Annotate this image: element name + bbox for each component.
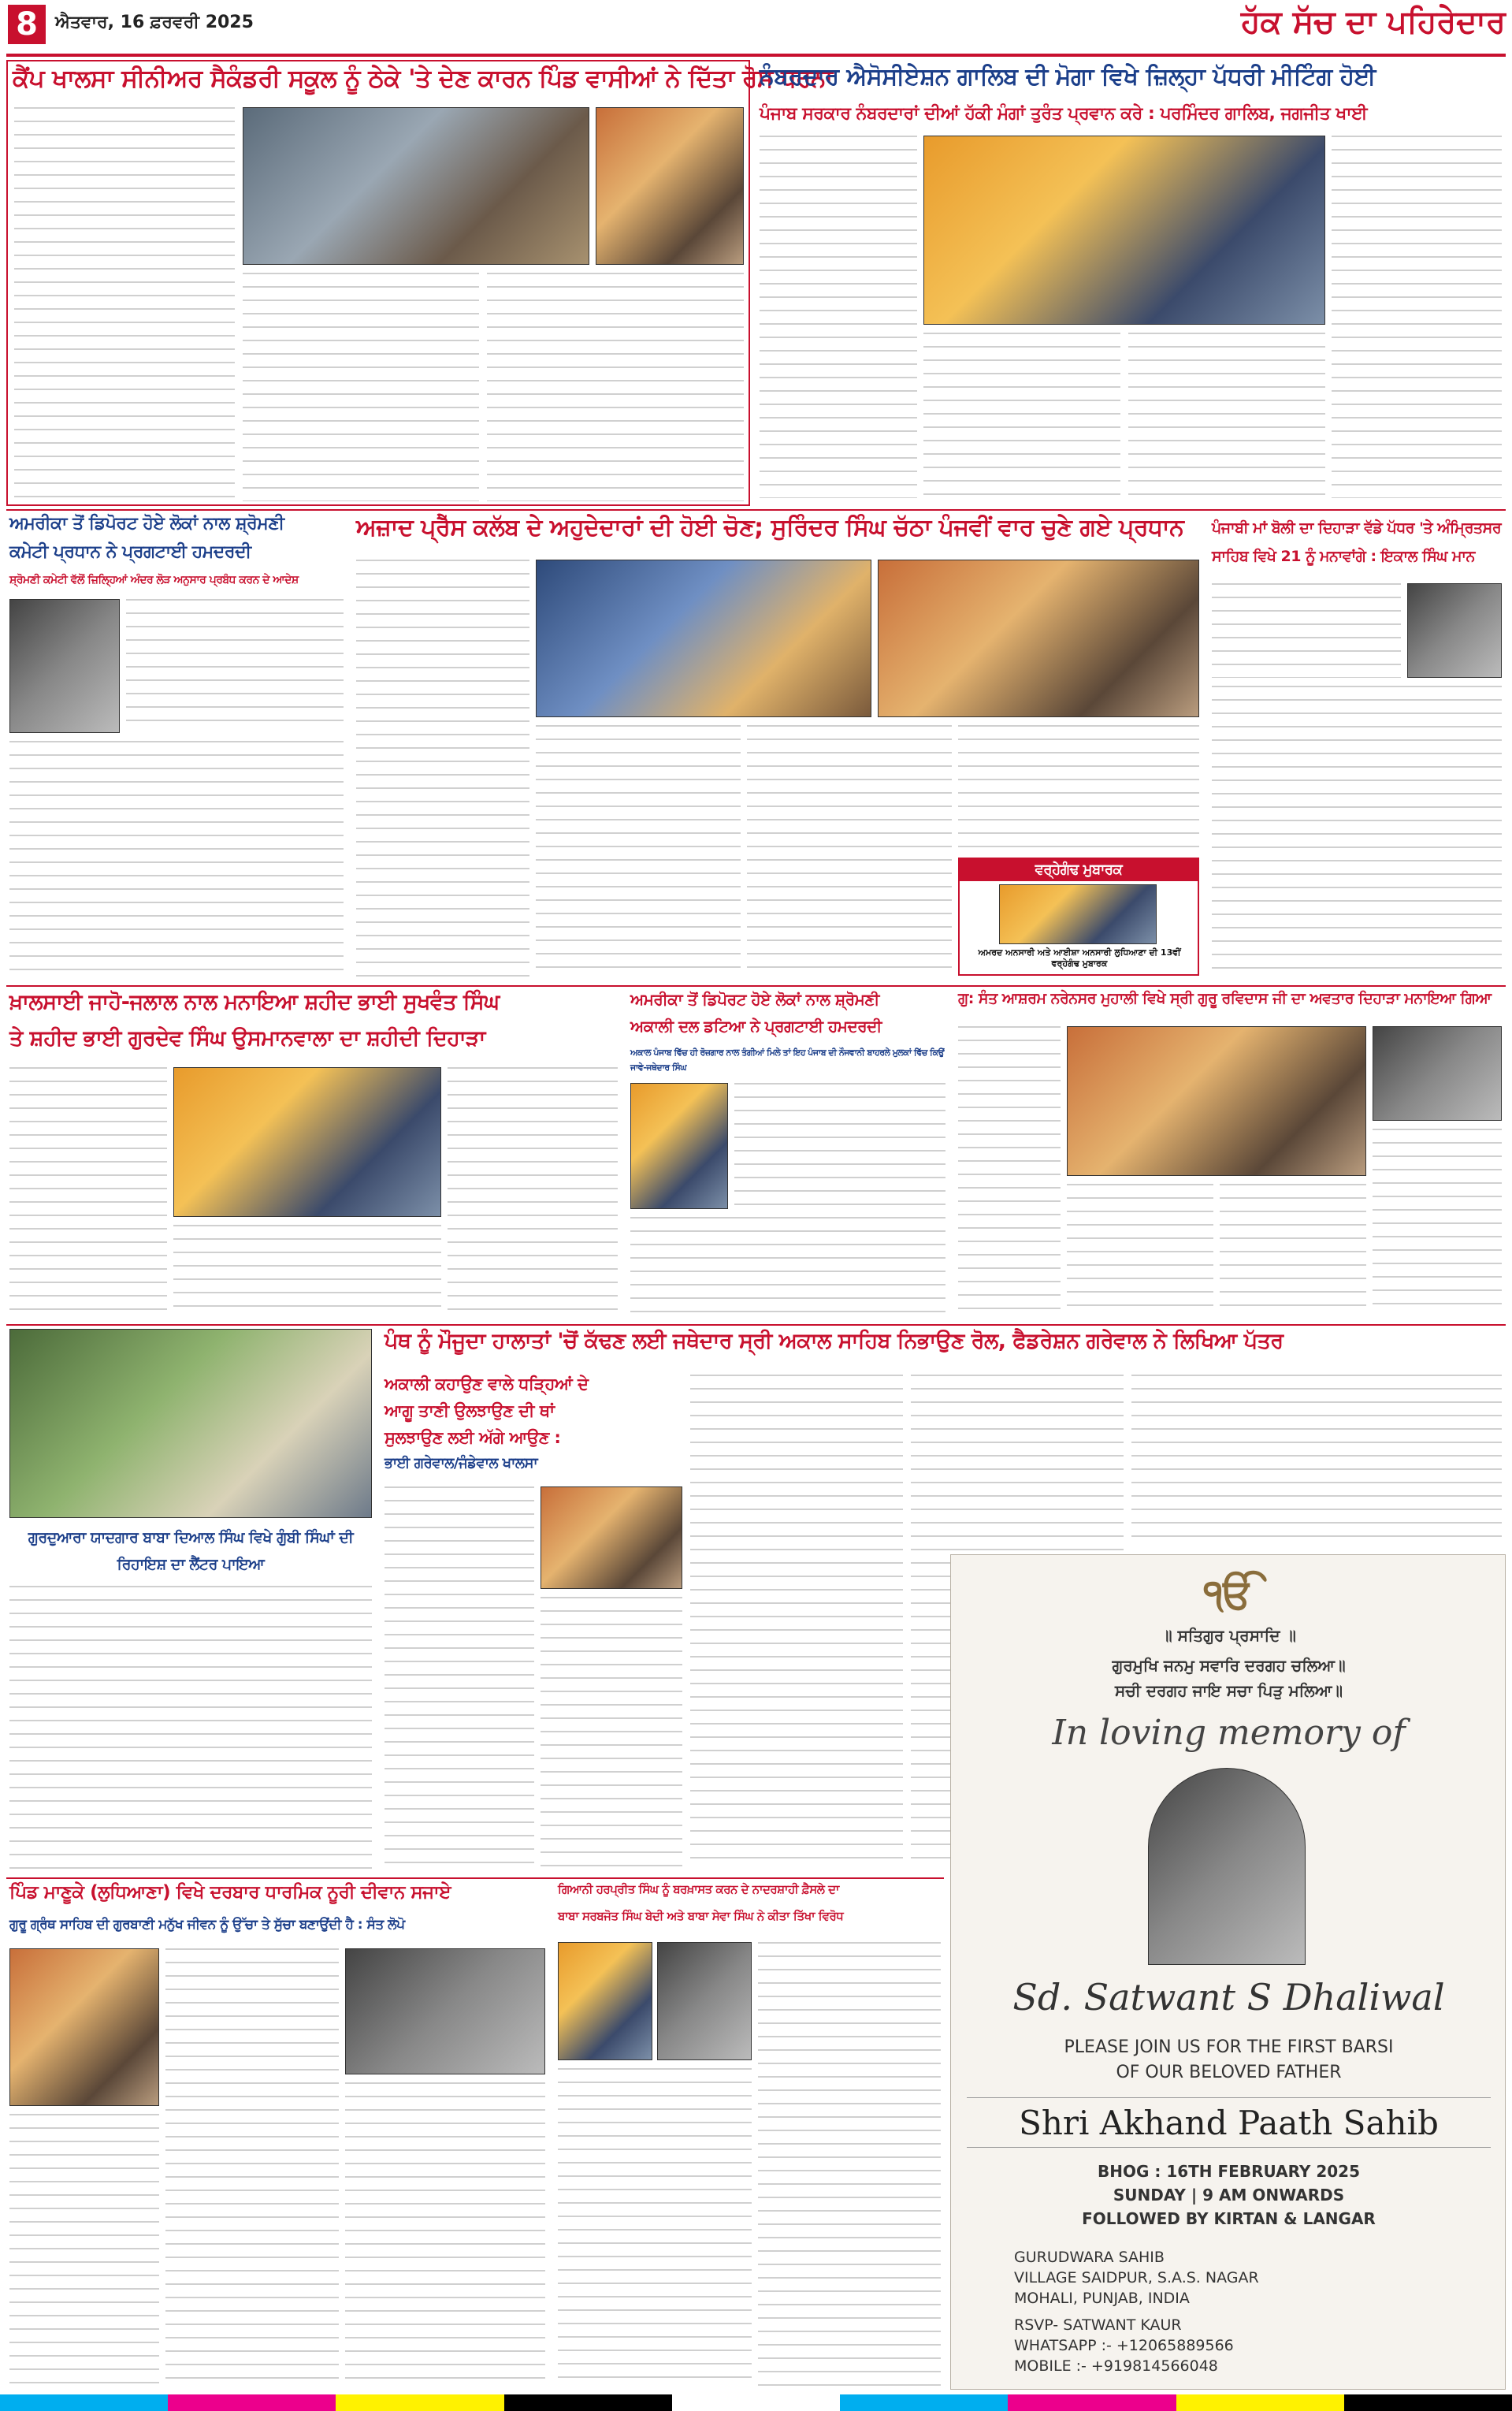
headline-martyrdom-1: ਖ਼ਾਲਸਾਈ ਜਾਹੋ-ਜਲਾਲ ਨਾਲ ਮਨਾਇਆ ਸ਼ਹੀਦ ਭਾਈ ਸੁਖਵੰਤ ਸਿੰਘ bbox=[9, 990, 500, 1014]
bhog-time: SUNDAY | 9 AM ONWARDS bbox=[1113, 2186, 1345, 2205]
headline-giani-1: ਗਿਆਨੀ ਹਰਪ੍ਰੀਤ ਸਿੰਘ ਨੂੰ ਬਰਖ਼ਾਸਤ ਕਰਨ ਦੇ ਨਾਦਰਸ਼ਾਹੀ ਫ਼ੈਸਲੇ ਦਾ bbox=[558, 1882, 839, 1896]
photo-martyrdom bbox=[173, 1067, 441, 1217]
article-press-club bbox=[353, 514, 1202, 980]
venue-line-1: GURUDWARA SAHIB bbox=[1014, 2249, 1165, 2266]
venue-line-2: VILLAGE SAIDPUR, S.A.S. NAGAR bbox=[1014, 2269, 1259, 2286]
headline-ravidas: ਗੁ: ਸੰਤ ਆਸ਼ਰਮ ਨਰੇਨਸਰ ਮੁਹਾਲੀ ਵਿਖੇ ਸ੍ਰੀ ਗੁਰੂ ਰਵਿਦਾਸ ਜੀ ਦਾ ਅਵਤਾਰ ਦਿਹਾੜਾ ਮਨਾਇਆ ਗਿਆ bbox=[958, 990, 1492, 1007]
color-swatch-magenta bbox=[1008, 2394, 1176, 2411]
followed-by: FOLLOWED BY KIRTAN & LANGAR bbox=[1082, 2209, 1376, 2228]
body-text bbox=[630, 1217, 945, 1316]
article-manuke bbox=[6, 1882, 548, 2390]
headline-mother-tongue: ਪੰਜਾਬੀ ਮਾਂ ਬੋਲੀ ਦਾ ਦਿਹਾੜਾ ਵੱਡੇ ਪੱਧਰ 'ਤੇ ਅੰਮ੍ਰਿਤਸਰ ਸਾਹਿਬ ਵਿਖੇ 21 ਨੂੰ ਮਨਾਵਾਂਗੇ : ਇਕਾਲ ਸਿੰਘ ਮਾਨ bbox=[1212, 519, 1502, 565]
photo-press-club-1 bbox=[536, 560, 871, 717]
body-text bbox=[747, 725, 952, 977]
ek-onkar-symbol: ੴ bbox=[1203, 1571, 1254, 1618]
rsvp-name: RSVP- SATWANT KAUR bbox=[1014, 2316, 1182, 2334]
photo-baba-2 bbox=[657, 1942, 752, 2060]
subheadline-manuke: ਗੁਰੂ ਗ੍ਰੰਥ ਸਾਹਿਬ ਦੀ ਗੁਰਬਾਣੀ ਮਨੁੱਖ ਜੀਵਨ ਨੂੰ ਉੱਚਾ ਤੇ ਸੁੱਚਾ ਬਣਾਉਂਦੀ ਹੈ : ਸੰਤ ਲੋਪੋ bbox=[9, 1917, 405, 1933]
photo-jathedar bbox=[630, 1083, 728, 1209]
subheadline-deported: ਸ਼੍ਰੋਮਣੀ ਕਮੇਟੀ ਵੱਲੋਂ ਜ਼ਿਲ੍ਹਿਆਂ ਅੰਦਰ ਲੋੜ ਅਨੁਸਾਰ ਪ੍ਰਬੰਧ ਕਰਨ ਦੇ ਆਦੇਸ਼ bbox=[9, 574, 299, 586]
body-text bbox=[9, 1586, 372, 1870]
issue-date: ਐਤਵਾਰ, 16 ਫ਼ਰਵਰੀ 2025 bbox=[55, 13, 254, 32]
body-text bbox=[690, 1375, 903, 1870]
anniversary-title: ਵਰ੍ਹੇਗੰਢ ਮੁਬਾਰਕ bbox=[960, 859, 1198, 881]
section-rule bbox=[6, 509, 1506, 511]
body-text bbox=[487, 273, 744, 501]
body-text bbox=[760, 136, 917, 498]
body-text bbox=[9, 2114, 159, 2387]
body-text bbox=[126, 599, 344, 733]
section-rule bbox=[6, 1324, 1506, 1326]
subheadline-federation-3: ਸੁਲਝਾਉਣ ਲਈ ਅੱਗੇ ਆਉਣ : bbox=[385, 1428, 561, 1447]
section-rule bbox=[6, 985, 1506, 987]
body-text bbox=[958, 725, 1199, 851]
body-text bbox=[14, 107, 235, 501]
color-swatch-black bbox=[504, 2394, 672, 2411]
photo-press-club-2 bbox=[878, 560, 1199, 717]
body-text bbox=[536, 725, 741, 977]
headline-akali-1: ਅਮਰੀਕਾ ਤੋਂ ਡਿਪੋਰਟ ਹੋਏ ਲੋਕਾਂ ਨਾਲ ਸ਼੍ਰੋਮਣੀ bbox=[630, 990, 879, 1009]
color-swatch-yellow bbox=[336, 2394, 503, 2411]
photo-sgpc-president bbox=[9, 599, 120, 733]
rsvp-mobile: MOBILE :- +919814566048 bbox=[1014, 2357, 1218, 2375]
body-text bbox=[1128, 333, 1325, 498]
article-lanter bbox=[6, 1329, 375, 1873]
article-sgpc-deported bbox=[6, 514, 347, 980]
body-text bbox=[243, 273, 479, 501]
color-swatch-black bbox=[1344, 2394, 1512, 2411]
article-ravidas bbox=[955, 990, 1506, 1319]
photo-ikal-singh-maan bbox=[1407, 583, 1502, 678]
photo-meeting bbox=[923, 136, 1325, 325]
article-akali-deported bbox=[627, 990, 949, 1319]
subheadline-federation-1: ਅਕਾਲੀ ਕਹਾਉਣ ਵਾਲੇ ਧੜ੍ਹਿਆਂ ਦੇ bbox=[385, 1375, 589, 1393]
headline-numberdar: ਨੰਬਰਦਾਰ ਐਸੋਸੀਏਸ਼ਨ ਗਾਲਿਬ ਦੀ ਮੋਗਾ ਵਿਖੇ ਜ਼ਿਲ੍ਹਾ ਪੱਧਰੀ ਮੀਟਿੰਗ ਹੋਈ bbox=[760, 63, 1376, 91]
body-text bbox=[734, 1083, 945, 1209]
memorial-advertisement bbox=[950, 1554, 1506, 2390]
body-text bbox=[173, 1225, 441, 1316]
body-text bbox=[1212, 583, 1401, 678]
photo-protest-2 bbox=[596, 107, 744, 265]
body-text bbox=[1131, 1375, 1502, 1548]
photo-diwan-2 bbox=[345, 1948, 545, 2074]
headline-press-club: ਅਜ਼ਾਦ ਪ੍ਰੈੱਸ ਕਲੱਬ ਦੇ ਅਹੁਦੇਦਾਰਾਂ ਦੀ ਹੋਈ ਚੋਣ; ਸੁਰਿੰਦਰ ਸਿੰਘ ਚੱਠਾ ਪੰਜਵੀਂ ਵਾਰ ਚੁਣੇ ਗਏ ਪ੍ਰਧਾਨ bbox=[356, 514, 1184, 541]
body-text bbox=[385, 1486, 534, 1870]
article-school-protest bbox=[6, 60, 833, 506]
color-swatch-cyan bbox=[0, 2394, 168, 2411]
subheadline-akali: ਅਕਾਲ ਪੰਜਾਬ ਵਿੱਚ ਹੀ ਰੋਜ਼ਗਾਰ ਨਾਲ ਤੰਗੀਆਂ ਮਿਲੇ ਤਾਂ ਇਹ ਪੰਜਾਬ ਦੀ ਨੌਜਵਾਨੀ ਬਾਹਰਲੇ ਮੁਲਕਾਂ ਵਿੱਚ ਕਿਉਂ ਜਾਵੇ-ਜਥੇਦਾਰ ਸਿੰਘ bbox=[630, 1047, 945, 1073]
photo-gurdwara-construction bbox=[9, 1329, 372, 1518]
memorial-event: Shri Akhand Paath Sahib bbox=[967, 2097, 1491, 2148]
invite-line-2: OF OUR BELOVED FATHER bbox=[1116, 2063, 1342, 2082]
photo-satwant-dhaliwal bbox=[1148, 1768, 1306, 1965]
memorial-name: Sd. Satwant S Dhaliwal bbox=[1012, 1976, 1445, 2018]
subheadline-federation-2: ਆਗੂ ਤਾਣੀ ਉਲਝਾਉਣ ਦੀ ਥਾਂ bbox=[385, 1401, 555, 1420]
body-text bbox=[165, 1948, 339, 2387]
body-text bbox=[1220, 1184, 1366, 1316]
article-giani-harpreet bbox=[555, 1882, 944, 2390]
article-numberdar-meeting bbox=[756, 60, 1506, 506]
venue-line-3: MOHALI, PUNJAB, INDIA bbox=[1014, 2290, 1190, 2307]
body-text bbox=[345, 2082, 545, 2387]
headline-school-protest: ਕੈਂਪ ਖਾਲਸਾ ਸੀਨੀਅਰ ਸੈਕੰਡਰੀ ਸਕੂਲ ਨੂੰ ਠੇਕੇ 'ਤੇ ਦੇਣ ਕਾਰਨ ਪਿੰਡ ਵਾਸੀਆਂ ਨੇ ਦਿੱਤਾ ਰੋਸ ਧਰਨਾ bbox=[13, 65, 833, 93]
photo-baba-1 bbox=[558, 1942, 652, 2060]
article-mother-tongue bbox=[1209, 514, 1506, 980]
headline-deported-2: ਕਮੇਟੀ ਪ੍ਰਧਾਨ ਨੇ ਪ੍ਰਗਟਾਈ ਹਮਦਰਦੀ bbox=[9, 542, 251, 562]
body-text bbox=[923, 333, 1120, 498]
rsvp-whatsapp: WHATSAPP :- +12065889566 bbox=[1014, 2337, 1234, 2354]
invite-line-1: PLEASE JOIN US FOR THE FIRST BARSI bbox=[1064, 2037, 1394, 2057]
photo-ravidas-2 bbox=[1373, 1026, 1502, 1121]
headline-manuke: ਪਿੰਡ ਮਾਣੂਕੇ (ਲੁਧਿਆਣਾ) ਵਿਖੇ ਦਰਬਾਰ ਧਾਰਮਿਕ ਨੂਰੀ ਦੀਵਾਨ ਸਜਾਏ bbox=[9, 1882, 451, 1903]
anniversary-caption: ਅਮਰਦ ਅਨਸਾਰੀ ਅਤੇ ਆਈਸ਼ਾ ਅਨਸਾਰੀ ਲੁਧਿਆਣਾ ਦੀ 13ਵੀਂ ਵਰ੍ਹੇਗੰਢ ਮੁਬਾਰਕ bbox=[978, 947, 1181, 969]
photo-diwan-1 bbox=[9, 1948, 159, 2106]
photo-ravidas bbox=[1067, 1026, 1366, 1176]
body-text bbox=[541, 1597, 682, 1870]
registration-color-bar bbox=[0, 2394, 1512, 2411]
color-swatch-cyan bbox=[840, 2394, 1008, 2411]
header-rule bbox=[6, 54, 1506, 57]
headline-lanter: ਗੁਰਦੁਆਰਾ ਯਾਦਗਾਰ ਬਾਬਾ ਦਿਆਲ ਸਿੰਘ ਵਿਖੇ ਗੁੰਬੀ ਸਿੰਘਾਂ ਦੀ ਰਿਹਾਇਸ਼ ਦਾ ਲੈਂਟਰ ਪਾਇਆ bbox=[28, 1529, 354, 1573]
headline-giani-2: ਬਾਬਾ ਸਰਬਜੋਤ ਸਿੰਘ ਬੇਦੀ ਅਤੇ ਬਾਬਾ ਸੇਵਾ ਸਿੰਘ ਨੇ ਕੀਤਾ ਤਿੱਖਾ ਵਿਰੋਧ bbox=[558, 1909, 844, 1923]
subheadline-numberdar: ਪੰਜਾਬ ਸਰਕਾਰ ਨੰਬਰਦਾਰਾਂ ਦੀਆਂ ਹੱਕੀ ਮੰਗਾਂ ਤੁਰੰਤ ਪ੍ਰਵਾਨ ਕਰੇ : ਪਰਮਿੰਦਰ ਗਾਲਿਬ, ਜਗਜੀਤ ਖਾਈ bbox=[760, 104, 1368, 124]
photo-federation bbox=[541, 1486, 682, 1589]
body-text bbox=[958, 1026, 1061, 1316]
body-text bbox=[1212, 686, 1502, 977]
article-martyrdom bbox=[6, 990, 621, 1319]
anniversary-box bbox=[958, 858, 1199, 976]
body-text bbox=[1067, 1184, 1213, 1316]
subheadline-federation-4: ਭਾਈ ਗਰੇਵਾਲ/ਜੰਡੇਵਾਲ ਖਾਲਸਾ bbox=[385, 1455, 538, 1472]
color-swatch-white bbox=[672, 2394, 840, 2411]
headline-akali-2: ਅਕਾਲੀ ਦਲ ਡਟਿਆ ਨੇ ਪ੍ਰਗਟਾਈ ਹਮਦਰਦੀ bbox=[630, 1017, 882, 1036]
headline-deported-1: ਅਮਰੀਕਾ ਤੋਂ ਡਿਪੋਰਟ ਹੋਏ ਲੋਕਾਂ ਨਾਲ ਸ਼੍ਰੋਮਣੀ bbox=[9, 514, 284, 534]
body-text bbox=[1373, 1129, 1502, 1316]
headline-martyrdom-2: ਤੇ ਸ਼ਹੀਦ ਭਾਈ ਗੁਰਦੇਵ ਸਿੰਘ ਉਸਮਾਨਵਾਲਾ ਦਾ ਸ਼ਹੀਦੀ ਦਿਹਾੜਾ bbox=[9, 1026, 485, 1051]
section-rule bbox=[6, 1877, 944, 1879]
photo-couple bbox=[999, 884, 1157, 944]
bhog-date: BHOG : 16TH FEBRUARY 2025 bbox=[1098, 2162, 1360, 2181]
satgur-prasad: ॥ ਸਤਿਗੁਰ ਪ੍ਰਸਾਦਿ ॥ bbox=[1161, 1626, 1296, 1645]
body-text bbox=[448, 1067, 618, 1316]
body-text bbox=[558, 2068, 752, 2387]
headline-federation: ਪੰਥ ਨੂੰ ਮੌਜੂਦਾ ਹਾਲਾਤਾਂ 'ਚੋਂ ਕੱਢਣ ਲਈ ਜਥੇਦਾਰ ਸ੍ਰੀ ਅਕਾਲ ਸਾਹਿਬ ਨਿਭਾਉਣ ਰੋਲ, ਫੈਡਰੇਸ਼ਨ ਗਰੇਵਾਲ ਨੇ ਲਿਖਿਆ ਪੱਤਰ bbox=[385, 1329, 1284, 1353]
masthead: ਹੱਕ ਸੱਚ ਦਾ ਪਹਿਰੇਦਾਰ bbox=[1241, 3, 1506, 40]
body-text bbox=[356, 560, 529, 977]
page-number: 8 bbox=[8, 5, 46, 44]
in-loving-memory: In loving memory of bbox=[1052, 1713, 1406, 1753]
color-swatch-yellow bbox=[1176, 2394, 1344, 2411]
photo-protest-1 bbox=[243, 107, 589, 265]
body-text bbox=[9, 1067, 167, 1316]
gurbani-line-1: ਗੁਰਮੁਖਿ ਜਨਮੁ ਸਵਾਰਿ ਦਰਗਹ ਚਲਿਆ॥ bbox=[1112, 1656, 1346, 1675]
body-text bbox=[9, 741, 344, 977]
body-text bbox=[1332, 136, 1502, 498]
gurbani-line-2: ਸਚੀ ਦਰਗਹ ਜਾਇ ਸਚਾ ਪਿੜੁ ਮਲਿਆ॥ bbox=[1115, 1681, 1343, 1700]
body-text bbox=[758, 1942, 941, 2387]
color-swatch-magenta bbox=[168, 2394, 336, 2411]
